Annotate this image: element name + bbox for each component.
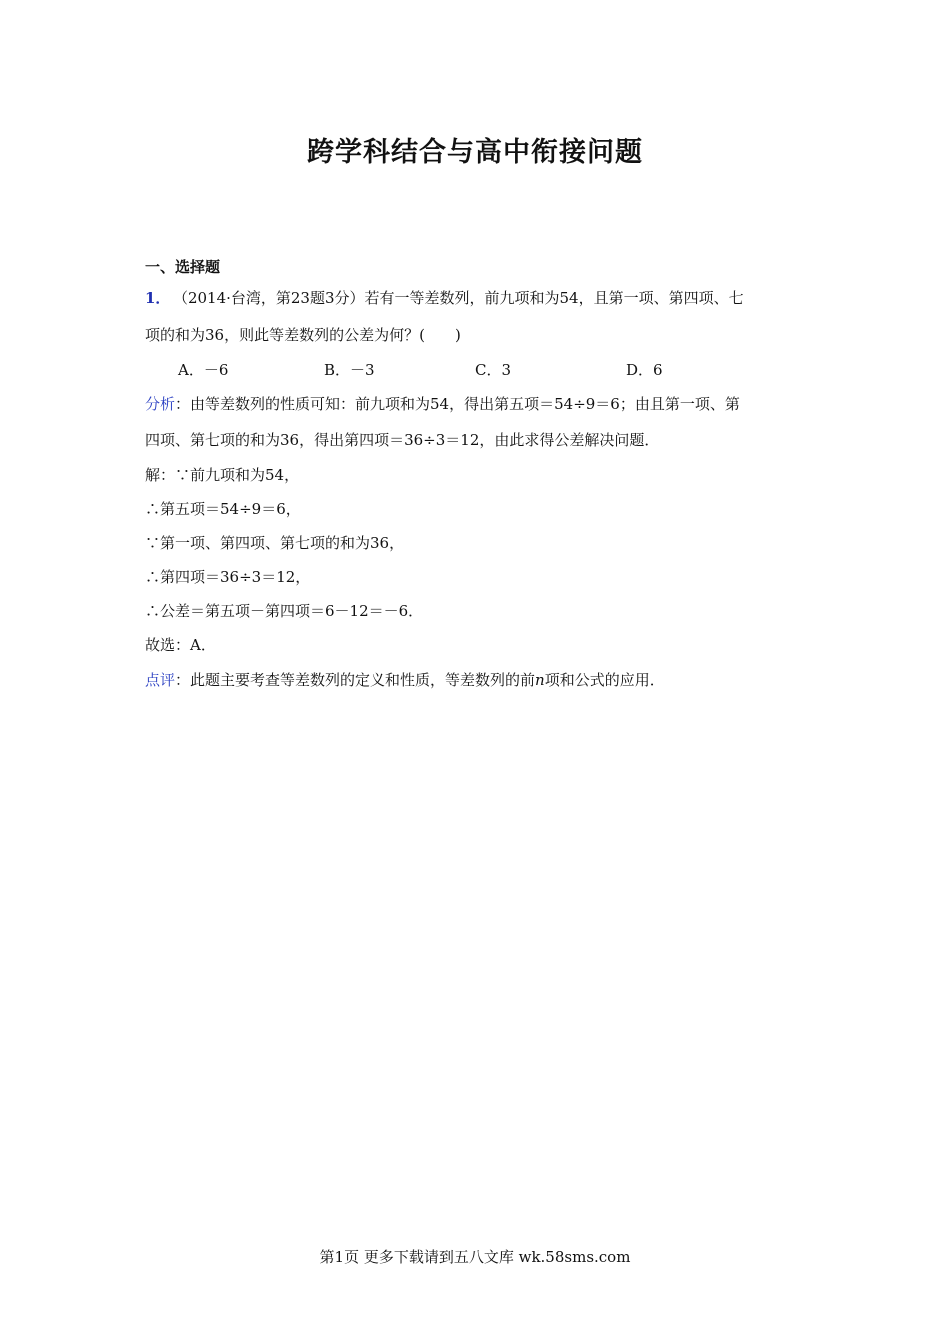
solution-line-3: ∵第一项、第四项、第七项的和为36， <box>145 534 405 552</box>
analysis-line-2: 四项、第七项的和为36，得出第四项＝36÷3＝12，由此求得公差解决问题． <box>145 431 660 449</box>
analysis-text-1: ：由等差数列的性质可知：前九项和为54，得出第五项＝54÷9＝6；由且第一项、第 <box>175 395 740 413</box>
section-heading: 一、选择题 <box>145 258 221 276</box>
question-text-1: （2014·台湾，第23题3分）若有一等差数列，前九项和为54，且第一项、第四项、七 <box>180 289 744 307</box>
page-footer: 第1页 更多下载请到五八文库 wk.58sms.com <box>319 1248 631 1266</box>
comment-line <box>145 670 815 690</box>
comment-variable: n <box>535 671 545 689</box>
solution-line-5: ∴公差＝第五项－第四项＝6－12＝－6． <box>145 602 424 620</box>
option-b: B．－3 <box>324 361 375 379</box>
analysis-line-1 <box>145 394 815 414</box>
comment-label: 点评 <box>145 671 176 689</box>
question-number: 1． <box>145 289 171 307</box>
solution-line-1: 解：∵前九项和为54， <box>145 466 300 484</box>
option-c: C．3 <box>475 361 512 379</box>
question-line-1 <box>145 288 815 308</box>
analysis-label: 分析 <box>145 395 176 413</box>
page-title: 跨学科结合与高中衔接问题 <box>307 137 643 168</box>
option-a: A．－6 <box>178 361 229 379</box>
comment-text-before: ：此题主要考查等差数列的定义和性质，等差数列的前 <box>175 671 536 689</box>
option-d: D．6 <box>626 361 663 379</box>
solution-line-4: ∴第四项＝36÷3＝12， <box>145 568 311 586</box>
solution-line-6: 故选：A． <box>145 636 216 654</box>
solution-line-2: ∴第五项＝54÷9＝6， <box>145 500 301 518</box>
comment-text-after: 项和公式的应用． <box>544 671 665 689</box>
question-line-2: 项的和为36，则此等差数列的公差为何？( ) <box>145 326 461 344</box>
